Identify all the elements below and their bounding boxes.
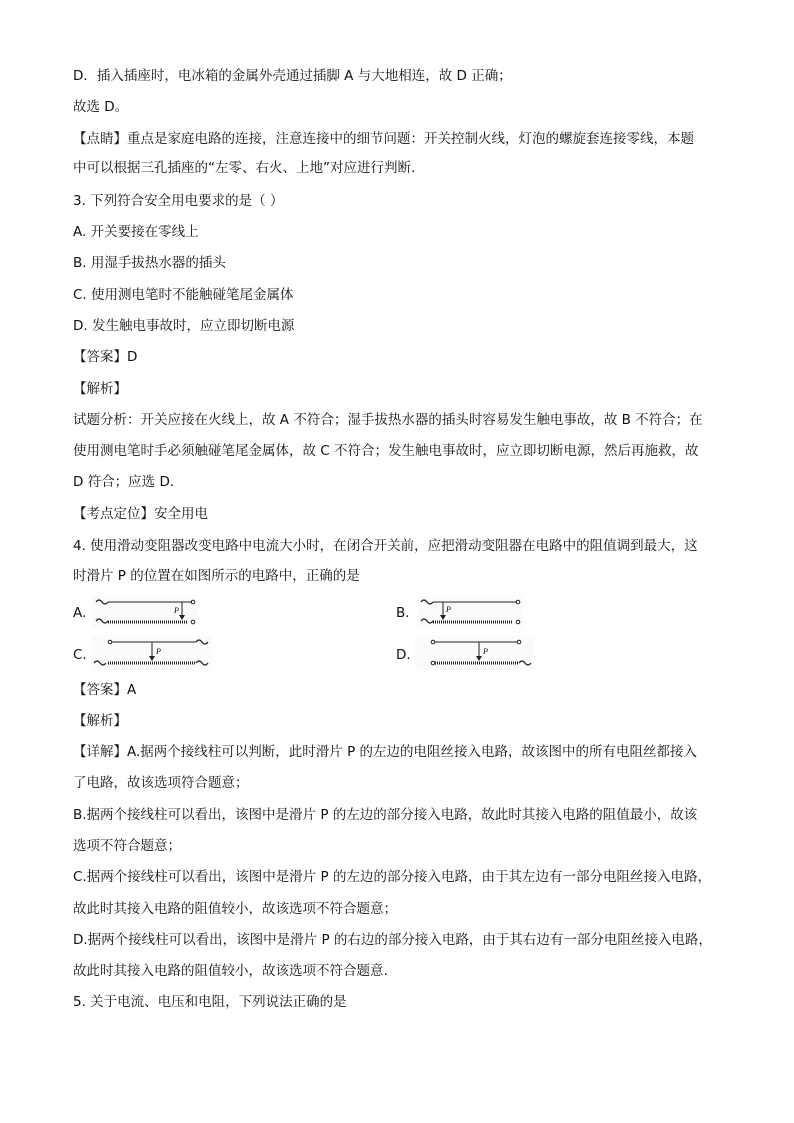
slider-p-label: P	[483, 647, 488, 656]
text-line: 中可以根据三孔插座的“左零、右火、上地”对应进行判断.	[73, 160, 416, 176]
figure-label-d: D.	[396, 647, 411, 663]
analysis-label: 【解析】	[73, 713, 127, 729]
slider-p-label: P	[446, 605, 451, 614]
option-b: B. 用湿手拔热水器的插头	[73, 255, 226, 271]
text-line: D.据两个接线柱可以看出，该图中是滑片 P 的右边的部分接入电路，由于其右边有一部分电阻丝接入电路，	[73, 932, 712, 948]
text-line: C.据两个接线柱可以看出，该图中是滑片 P 的左边的部分接入电路，由于其左边有一部分电阻丝接入电路，	[73, 869, 711, 885]
rheostat-figure-b	[417, 596, 523, 628]
option-c: C. 使用测电笔时不能触碰笔尾金属体	[73, 287, 294, 303]
text-line: 【点睛】重点是家庭电路的连接，注意连接中的细节问题：开关控制火线，灯泡的螺旋套连接零线，本题	[73, 131, 694, 147]
rheostat-figure-a	[92, 596, 198, 628]
slider-p-label: P	[174, 606, 179, 615]
text-line: D．插入插座时，电冰箱的金属外壳通过插脚 A 与大地相连，故 D 正确；	[73, 68, 512, 84]
text-line: 使用测电笔时手必须触碰笔尾金属体，故 C 不符合；发生触电事故时，应立即切断电源，然后再施救，故	[73, 443, 699, 459]
answer-label: 【答案】D	[73, 349, 138, 365]
answer-label: 【答案】A	[73, 682, 137, 698]
text-line: 故此时其接入电路的阻值较小，故该选项不符合题意.	[73, 963, 388, 979]
text-line: 【考点定位】安全用电	[73, 506, 208, 522]
option-d: D. 发生触电事故时，应立即切断电源	[73, 318, 295, 334]
text-line: B.据两个接线柱可以看出，该图中是滑片 P 的左边的部分接入电路，故此时其接入电路的阻值最小，故该	[73, 807, 698, 823]
text-line: 了电路，故该选项符合题意；	[73, 775, 249, 791]
option-a: A. 开关要接在零线上	[73, 224, 199, 240]
question-title: 3. 下列符合安全用电要求的是（ ）	[73, 193, 284, 209]
text-line: 故选 D。	[73, 99, 129, 115]
text-line: 试题分析：开关应接在火线上，故 A 不符合；湿手拔热水器的插头时容易发生触电事故，故 B 不符合；在	[73, 412, 703, 428]
text-line: 时滑片 P 的位置在如图所示的电路中，正确的是	[73, 568, 360, 584]
analysis-label: 【解析】	[73, 381, 127, 397]
rheostat-figure-d	[415, 636, 535, 670]
question-title: 4. 使用滑动变阻器改变电路中电流大小时，在闭合开关前，应把滑动变阻器在电路中的阻值调到最大，这	[73, 538, 698, 554]
figure-label-b: B.	[396, 605, 410, 621]
figure-label-c: C.	[73, 647, 87, 663]
text-line: 选项不符合题意；	[73, 838, 181, 854]
slider-p-label: P	[156, 647, 161, 656]
text-line: 故此时其接入电路的阻值较小，故该选项不符合题意；	[73, 901, 397, 917]
text-line: D 符合；应选 D．	[73, 474, 184, 490]
question-title: 5. 关于电流、电压和电阻，下列说法正确的是	[73, 994, 347, 1010]
text-line: 【详解】A.据两个接线柱可以判断，此时滑片 P 的左边的电阻丝接入电路，故该图中的所有电阻丝都接入	[73, 744, 698, 760]
figure-label-a: A.	[73, 605, 87, 621]
rheostat-figure-c	[92, 636, 212, 670]
